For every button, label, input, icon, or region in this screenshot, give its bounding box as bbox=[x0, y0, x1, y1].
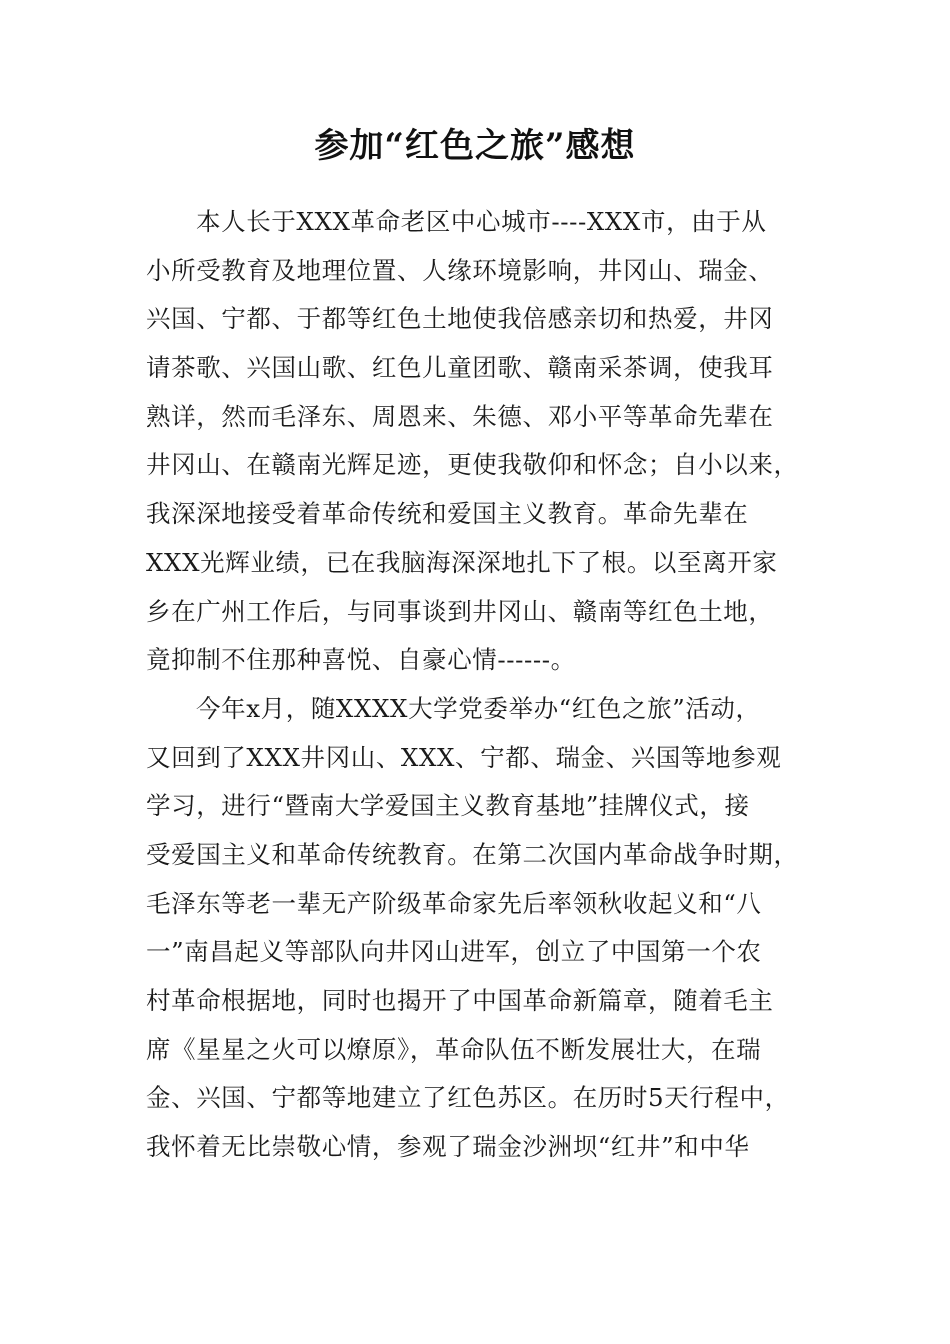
paragraph-line: 小所受教育及地理位置、人缘环境影响，井冈山、瑞金、 bbox=[146, 255, 774, 285]
paragraph-line: 一”南昌起义等部队向井冈山进军，创立了中国第一个农 bbox=[146, 937, 762, 967]
paragraph-line: 金、兴国、宁都等地建立了红色苏区。在历时5天行程中， bbox=[146, 1083, 790, 1113]
paragraph-line: 我怀着无比崇敬心情，参观了瑞金沙洲坝“红井”和中华 bbox=[146, 1132, 750, 1162]
paragraph-line: 学习，进行“暨南大学爱国主义教育基地”挂牌仪式，接 bbox=[146, 791, 750, 821]
paragraph-line: 我深深地接受着革命传统和爱国主义教育。革命先辈在 bbox=[146, 499, 749, 529]
paragraph-line: 本人长于XXX革命老区中心城市----XXX市，由于从 bbox=[196, 207, 767, 236]
paragraph-line: 村革命根据地，同时也揭开了中国革命新篇章，随着毛主 bbox=[146, 986, 774, 1015]
paragraph-line: 毛泽东等老一辈无产阶级革命家先后率领秋收起义和“八 bbox=[146, 888, 762, 918]
paragraph-line: 兴国、宁都、于都等红色土地使我倍感亲切和热爱，井冈 bbox=[146, 304, 774, 334]
paragraph-line: 井冈山、在赣南光辉足迹，更使我敬仰和怀念；自小以来， bbox=[146, 450, 799, 480]
paragraph-line: 请茶歌、兴国山歌、红色儿童团歌、赣南采茶调，使我耳 bbox=[146, 353, 774, 383]
paragraph-line: 竟抑制不住那种喜悦、自豪心情------。 bbox=[146, 645, 576, 675]
paragraph-line: XXX光辉业绩，已在我脑海深深地扎下了根。以至离开家 bbox=[146, 547, 778, 577]
paragraph-line: 受爱国主义和革命传统教育。在第二次国内革命战争时期， bbox=[146, 839, 799, 869]
document-body bbox=[146, 198, 806, 1172]
paragraph-line: 熟详，然而毛泽东、周恩来、朱德、邓小平等革命先辈在 bbox=[146, 401, 774, 431]
paragraph-line: 席《星星之火可以燎原》，革命队伍不断发展壮大，在瑞 bbox=[146, 1034, 762, 1064]
paragraph-line: 乡在广州工作后，与同事谈到井冈山、赣南等红色土地， bbox=[146, 596, 774, 626]
paragraph-line: 又回到了XXX井冈山、XXX、宁都、瑞金、兴国等地参观 bbox=[146, 742, 782, 772]
paragraph-line: 今年x月，随XXXX大学党委举办“红色之旅”活动， bbox=[196, 693, 761, 723]
document-title: 参加“红色之旅”感想 bbox=[314, 126, 636, 166]
